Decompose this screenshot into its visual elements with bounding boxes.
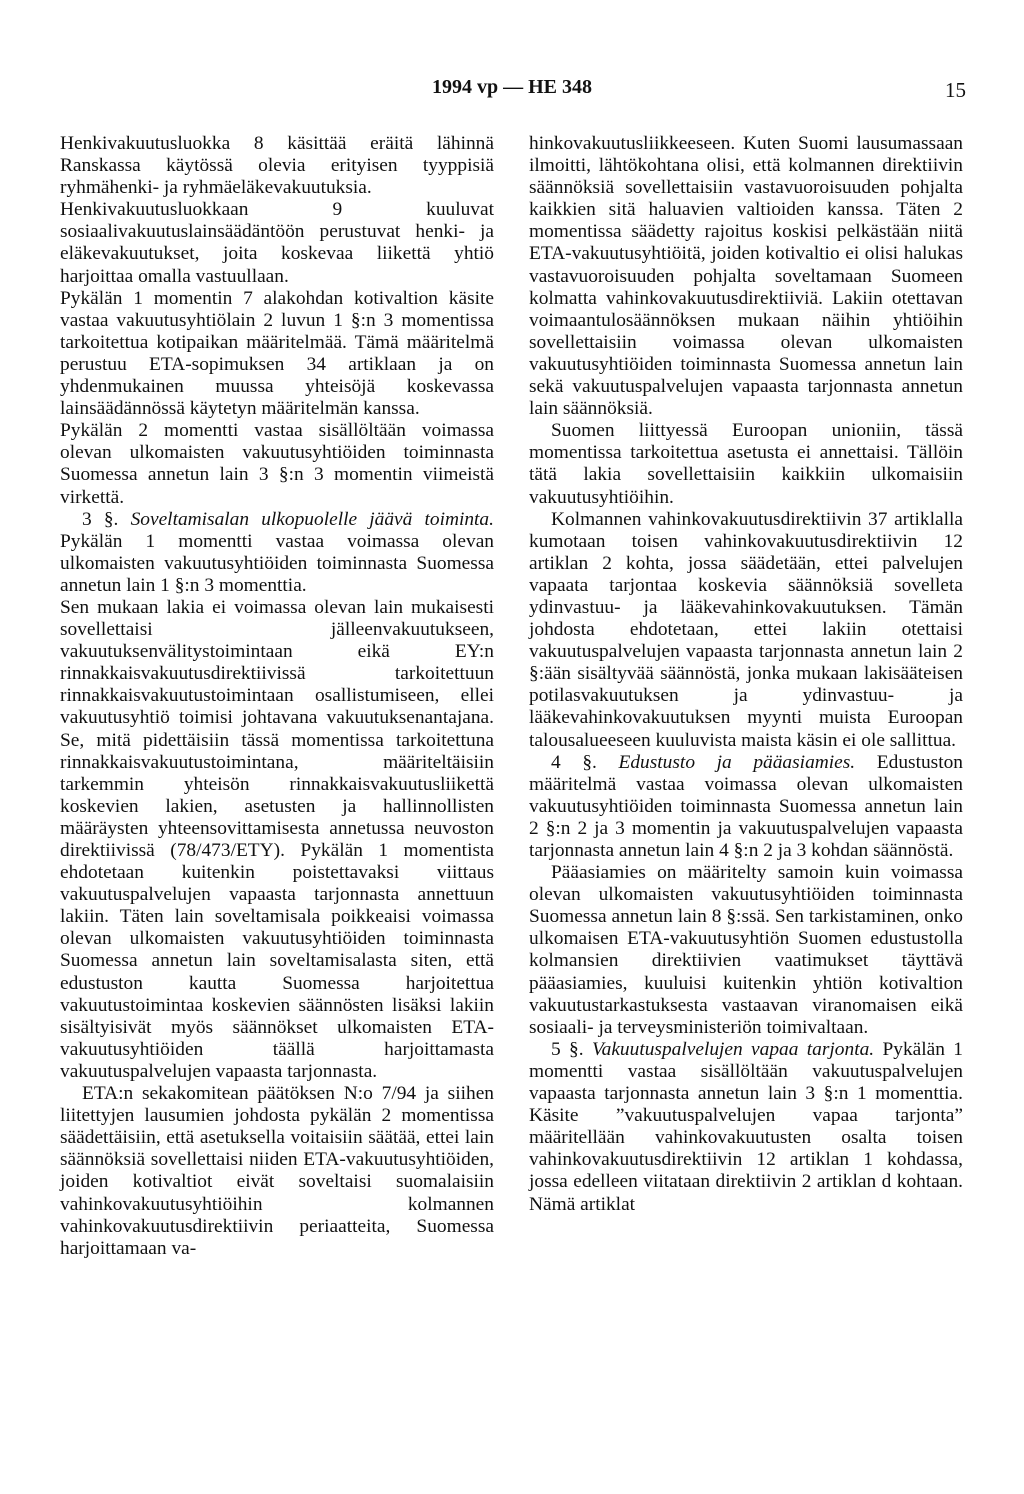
section-heading: Edustusto ja pääasiamies.: [618, 751, 856, 773]
paragraph: Henkivakuutusluokkaan 9 kuuluvat sosiaalivakuutuslainsäädäntöön perustuvat henki- ja eläkevakuutukset, joita koskevaa liikettä yhtiö harjoittaa omalla vastuullaan.: [60, 199, 494, 287]
paragraph: hinkovakuutusliikkeeseen. Kuten Suomi lausumassaan ilmoitti, lähtökohtana olisi, että kolmannen direktiivin säännöksiä sovellettaisiin vastavuoroisuuden pohjalta kaikkien sitä haluavien valtioiden kanssa. Täten 2 momentissa säädetty rajoitus koskisi pelkästään niitä ETA-vakuutusyhtiöitä, joiden kotivaltio ei olisi halukas vastavuoroisuuden pohjalta soveltamaan Suomeen kolmatta vahinkovakuutusdirektiiviä. Lakiin otettavan voimaantulosäännöksen mukaan näihin yhtiöihin sovellettaisiin voimassa olevan ulkomaisten vakuutusyhtiöiden toiminnasta Suomessa annetun lain sekä vakuutuspalvelujen vapaasta tarjonnasta annetun lain säännöksiä.: [529, 133, 963, 420]
section-text: Edustuston määritelmä vastaa voimassa olevan ulkomaisten vakuutusyhtiöiden toiminnasta Suomessa annetun lain 2 §:n 2 ja 3 momentin ja vakuutuspalvelujen vapaasta tarjonnasta annetun lain 4 §:n 2 ja 3 kohdan säännöstä.: [529, 751, 963, 861]
page-number: 15: [945, 78, 966, 102]
section-label: 5 §.: [551, 1038, 584, 1060]
section-heading: Soveltamisalan ulkopuolelle jäävä toiminta.: [130, 508, 494, 530]
section-label: 4 §.: [551, 751, 597, 773]
paragraph: Sen mukaan lakia ei voimassa olevan lain mukaisesti sovellettaisi jälleenvakuutukseen, vakuutuksenvälitystoimintaan eikä EY:n rinnakkaisvakuutusdirektiivissä tarkoitettuun rinnakkaisvakuutustoimintaan osallistumiseen, ellei vakuutusyhtiö toimisi johtavana vakuutuksenantajana. Se, mitä pidettäisiin tässä momentissa tarkoitettuna rinnakkaisvakuutustoimintana, määriteltäisiin tarkemmin yhteisön rinnakkaisvakuutusliikettä koskevien lakien, asetusten ja hallinnollisten määräysten yhteensovittamisesta annetussa neuvoston direktiivissä (78/473/ETY). Pykälän 1 momentista ehdotetaan kuitenkin poistettavaksi viittaus vakuutuspalvelujen vapaasta tarjonnasta annettuun lakiin. Täten lain soveltamisala poikkeaisi voimassa olevan ulkomaisten vakuutusyhtiöiden toiminnasta Suomessa annetun lain soveltamisalasta siten, että edustuston kautta Suomessa harjoitettua vakuutustoimintaa koskevien säännösten lisäksi lakiin sisältyisivät myös säännökset ulkomaisten ETA-vakuutusyhtiöiden täällä harjoittamasta vakuutuspalvelujen vapaasta tarjonnasta.: [60, 596, 494, 1082]
section-text: Pykälän 1 momentti vastaa sisällöltään vakuutuspalvelujen vapaasta tarjonnasta annetun lain 3 §:n 1 momenttia. Käsite ”vakuutuspalvelujen vapaa tarjonta” määritellään vahinkovakuutusten osalta toisen vahinkovakuutusdirektiivin 12 artiklan 1 kohdassa, jossa edelleen viitataan direktiivin 2 artiklan d kohtaan. Nämä artiklat: [529, 1038, 963, 1215]
paragraph: Suomen liittyessä Euroopan unioniin, tässä momentissa tarkoitettua asetusta ei annettaisi. Tällöin tätä lakia sovellettaisiin kaikkiin ulkomaisiin vakuutusyhtiöihin.: [529, 420, 963, 508]
section-paragraph: [529, 752, 963, 862]
section-paragraph: [60, 509, 494, 597]
section-label: 3 §.: [82, 508, 119, 530]
document-title: 1994 vp — HE 348: [431, 76, 593, 98]
right-column: [529, 133, 963, 1216]
left-column: [60, 133, 494, 1260]
section-heading: Vakuutuspalvelujen vapaa tarjonta.: [591, 1038, 875, 1060]
paragraph: Pykälän 1 momentin 7 alakohdan kotivaltion käsite vastaa vakuutusyhtiölain 2 luvun 1 §:n 3 momentissa tarkoitettua kotipaikan määritelmää. Tämä määritelmä perustuu ETA-sopimuksen 34 artiklaan ja on yhdenmukainen muussa yhteisöjä koskevassa lainsäädännössä käytetyn määritelmän kanssa.: [60, 287, 494, 420]
paragraph: Kolmannen vahinkovakuutusdirektiivin 37 artiklalla kumotaan toisen vahinkovakuutusdirektiivin 12 artiklan 2 kohta, jossa säädetään, ettei palvelujen vapaata tarjontaa koskevia säännöksiä sovelleta ydinvastuu- ja lääkevahinkovakuutuksen. Tämän johdosta ehdotetaan, ettei lakiin otettaisi vakuutuspalvelujen vapaasta tarjonnasta annetun lain 2 §:ään sisältyvää säännöstä, jonka mukaan lakisääteisen potilasvakuutuksen ja ydinvastuu- ja lääkevahinkovakuutuksen myynti muista Euroopan talousalueeseen kuuluvista maista käsin ei ole sallittua.: [529, 508, 963, 751]
paragraph: ETA:n sekakomitean päätöksen N:o 7/94 ja siihen liitettyjen lausumien johdosta pykälän 2 momentissa säädettäisiin, että asetuksella voitaisiin säätää, ettei lain säännöksiä sovellettaisi niiden ETA-vakuutusyhtiöiden, joiden kotivaltiot eivät soveltaisi suomalaisiin vahinkovakuutusyhtiöihin kolmannen vahinkovakuutusdirektiivin periaatteita, Suomessa harjoittamaan va-: [60, 1083, 494, 1259]
page-header: [0, 76, 1024, 106]
paragraph: Pykälän 2 momentti vastaa sisällöltään voimassa olevan ulkomaisten vakuutusyhtiöiden toiminnasta Suomessa annetun lain 3 §:n 3 momentin viimeistä virkettä.: [60, 420, 494, 508]
section-text: Pykälän 1 momentti vastaa voimassa olevan ulkomaisten vakuutusyhtiöiden toiminnasta Suomessa annetun lain 1 §:n 3 momenttia.: [60, 530, 494, 596]
paragraph: Pääasiamies on määritelty samoin kuin voimassa olevan ulkomaisten vakuutusyhtiöiden toiminnasta Suomessa annetun lain 8 §:ssä. Sen tarkistaminen, onko ulkomaisen ETA-vakuutusyhtiön Suomen edustustolla kolmansien direktiivien vaatimukset täyttävä pääasiamies, kuuluisi kuitenkin yhtiön kotivaltion vakuutustarkastuksesta vastaavan viranomaisen eikä sosiaali- ja terveysministeriön toimivaltaan.: [529, 862, 963, 1038]
paragraph: Henkivakuutusluokka 8 käsittää eräitä lähinnä Ranskassa käytössä olevia erityisen tyyppisiä ryhmähenki- ja ryhmäeläkevakuutuksia.: [60, 133, 494, 199]
section-paragraph: [529, 1039, 963, 1216]
